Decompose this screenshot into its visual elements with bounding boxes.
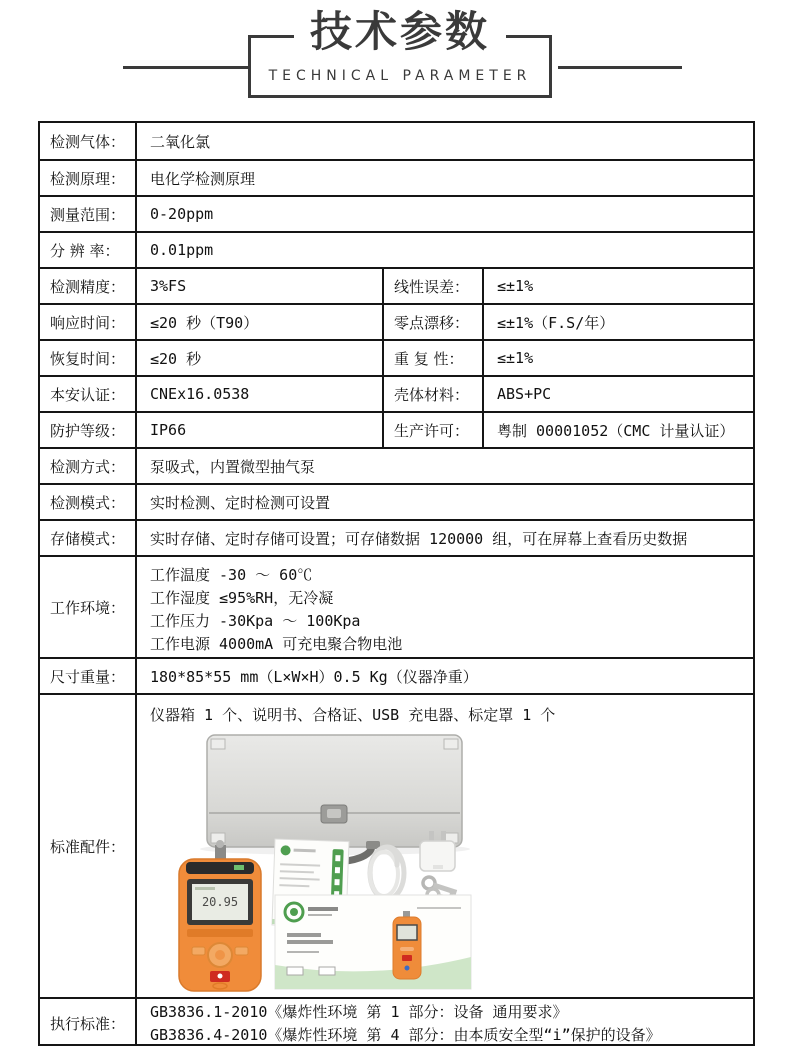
environment-line: 工作压力 -30Kpa ～ 100Kpa — [150, 612, 361, 630]
page-title-wrap — [228, 6, 572, 58]
page-subtitle: TECHNICAL PARAMETER — [268, 68, 532, 84]
accessories-list: 仪器箱 1 个、说明书、合格证、USB 充电器、标定罩 1 个 — [150, 706, 556, 724]
row-value: ≤20 秒（T90） — [150, 313, 259, 332]
row-label: 存储模式： — [40, 521, 137, 555]
row-label: 本安认证： — [40, 377, 137, 411]
table-row-detect-mode — [40, 483, 753, 519]
row-value: 电化学检测原理 — [150, 169, 256, 188]
row-label: 尺寸重量： — [40, 659, 137, 693]
row-label: 工作环境： — [40, 557, 137, 657]
row-label: 执行标准： — [40, 999, 137, 1046]
table-row-accessories — [40, 693, 753, 997]
table-row-certification — [40, 375, 753, 411]
table-row-environment — [40, 555, 753, 657]
standards-lines — [137, 999, 661, 1046]
table-row-resolution — [40, 231, 753, 267]
row-label: 恢复时间： — [40, 341, 137, 375]
table-row-size-weight — [40, 657, 753, 693]
row-value-2: ≤±1% — [497, 349, 534, 367]
row-label-2: 零点漂移： — [382, 305, 484, 339]
environment-line: 工作温度 -30 ～ 60℃ — [150, 566, 313, 584]
header-right-rule — [558, 66, 682, 69]
row-value: 0.01ppm — [150, 241, 214, 259]
row-value: ≤20 秒 — [150, 349, 202, 368]
header-left-rule — [123, 66, 248, 69]
table-row-accuracy — [40, 267, 753, 303]
row-label: 测量范围： — [40, 197, 137, 231]
accessories-cell — [137, 695, 753, 997]
device-screen-value: 20.95 — [201, 895, 239, 909]
row-value: 二氧化氯 — [150, 132, 211, 151]
row-label: 检测模式： — [40, 485, 137, 519]
environment-line: 工作湿度 ≤95%RH，无冷凝 — [150, 589, 334, 607]
row-label: 检测精度： — [40, 269, 137, 303]
table-row-gas — [40, 123, 753, 159]
row-value: 0-20ppm — [150, 205, 214, 223]
row-value: 3%FS — [150, 277, 187, 295]
row-label-2: 壳体材料： — [382, 377, 484, 411]
row-value-2: ≤±1%（F.S/年） — [497, 313, 615, 332]
gas-detector-image — [179, 840, 261, 991]
row-label-2: 线性误差： — [382, 269, 484, 303]
accessories-photo — [137, 727, 751, 997]
product-manual-image — [275, 895, 471, 989]
table-row-range — [40, 195, 753, 231]
row-label-2: 重 复 性： — [382, 341, 484, 375]
row-value: IP66 — [150, 421, 187, 439]
row-label: 分 辨 率： — [40, 233, 137, 267]
environment-line: 工作电源 4000mA 可充电聚合物电池 — [150, 635, 403, 653]
row-label: 响应时间： — [40, 305, 137, 339]
table-row-standards — [40, 997, 753, 1046]
row-value-2: ≤±1% — [497, 277, 534, 295]
table-row-recovery-time — [40, 339, 753, 375]
table-row-protection — [40, 411, 753, 447]
row-label: 防护等级： — [40, 413, 137, 447]
spec-table — [38, 121, 755, 1046]
row-value: CNEx16.0538 — [150, 385, 250, 403]
row-value: 180*85*55 mm（L×W×H）0.5 Kg（仪器净重） — [150, 667, 478, 686]
environment-lines — [137, 557, 402, 657]
standard-line: GB3836.4-2010《爆炸性环境 第 4 部分：由本质安全型“i”保护的设备》 — [150, 1026, 661, 1044]
table-row-sampling — [40, 447, 753, 483]
row-label: 标准配件： — [40, 695, 137, 997]
page-title: 技术参数 — [294, 6, 506, 58]
standard-line: GB3836.1-2010《爆炸性环境 第 1 部分：设备 通用要求》 — [150, 1003, 568, 1021]
row-label: 检测方式： — [40, 449, 137, 483]
row-value-2: ABS+PC — [497, 385, 552, 403]
row-label: 检测气体： — [40, 123, 137, 159]
row-value: 实时检测、定时检测可设置 — [150, 493, 331, 512]
table-row-principle — [40, 159, 753, 195]
row-label-2: 生产许可： — [382, 413, 484, 447]
table-row-storage-mode — [40, 519, 753, 555]
row-label: 检测原理： — [40, 161, 137, 195]
row-value: 实时存储、定时存储可设置；可存储数据 120000 组，可在屏幕上查看历史数据 — [150, 529, 688, 548]
row-value: 泵吸式，内置微型抽气泵 — [150, 457, 316, 476]
table-row-response-time — [40, 303, 753, 339]
row-value-2: 粤制 00001052（CMC 计量认证） — [497, 421, 735, 440]
